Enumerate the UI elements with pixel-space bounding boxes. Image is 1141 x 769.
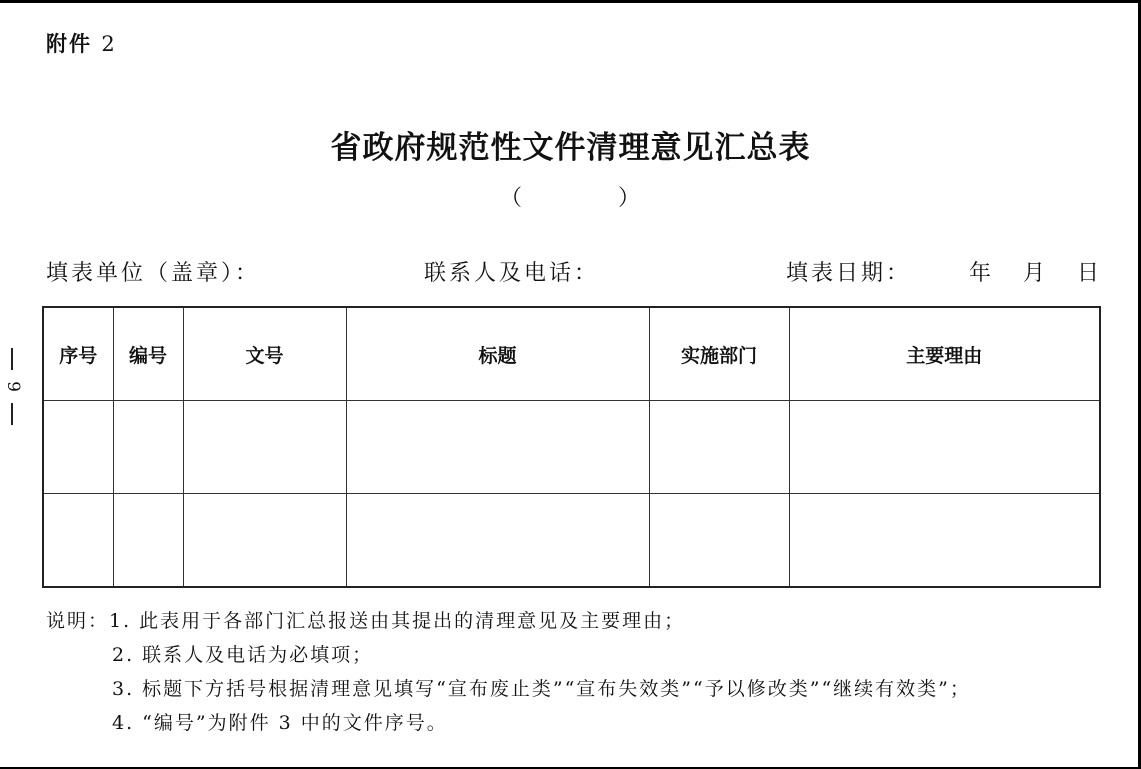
table-cell[interactable] bbox=[183, 494, 346, 588]
note-item-2: 2. 联系人及电话为必填项； bbox=[112, 644, 374, 666]
category-parentheses bbox=[500, 181, 640, 212]
table-cell[interactable] bbox=[183, 401, 346, 494]
month-label: 月 bbox=[1023, 261, 1046, 286]
page-num-dash-bottom bbox=[11, 403, 13, 425]
fill-date-label: 填表日期： bbox=[786, 261, 912, 286]
table-cell[interactable] bbox=[43, 401, 113, 494]
table-cell[interactable] bbox=[113, 401, 183, 494]
table-cell[interactable] bbox=[789, 401, 1100, 494]
header-reason: 主要理由 bbox=[789, 307, 1100, 401]
table-header-row bbox=[43, 307, 1100, 401]
contact-phone-label: 联系人及电话： bbox=[424, 261, 600, 286]
notes bbox=[46, 607, 971, 743]
table-cell[interactable] bbox=[649, 401, 789, 494]
table-cell[interactable] bbox=[346, 401, 649, 494]
attachment-text: 附件 bbox=[46, 32, 92, 56]
attachment-label bbox=[46, 28, 117, 58]
header-code: 编号 bbox=[113, 307, 183, 401]
attachment-number: 2 bbox=[101, 32, 117, 56]
table-cell[interactable] bbox=[346, 494, 649, 588]
table-cell[interactable] bbox=[789, 494, 1100, 588]
note-item-1: 1. 此表用于各部门汇总报送由其提出的清理意见及主要理由； bbox=[109, 610, 686, 632]
page-num-dash-top bbox=[11, 348, 13, 370]
note-line-1 bbox=[46, 607, 971, 641]
notes-prefix: 说明： bbox=[46, 610, 110, 632]
paren-open: （ bbox=[500, 186, 523, 211]
summary-table bbox=[42, 306, 1101, 588]
table-row bbox=[43, 401, 1100, 494]
paren-close: ） bbox=[617, 186, 640, 211]
year-label: 年 bbox=[969, 261, 992, 286]
side-page-number bbox=[2, 348, 22, 425]
header-doc-number: 文号 bbox=[183, 307, 346, 401]
note-item-3: 3. 标题下方括号根据清理意见填写“宣布废止类”“宣布失效类”“予以修改类”“继续有效类”； bbox=[112, 678, 971, 700]
fill-unit-label: 填表单位（盖章）： bbox=[46, 261, 261, 286]
header-title: 标题 bbox=[346, 307, 649, 401]
table-cell[interactable] bbox=[113, 494, 183, 588]
page-num-digit: 9 bbox=[2, 381, 23, 392]
note-item-4: 4. “编号”为附件 3 中的文件序号。 bbox=[112, 712, 448, 734]
day-label: 日 bbox=[1077, 261, 1100, 286]
page-title: 省政府规范性文件清理意见汇总表 bbox=[330, 130, 811, 166]
header-serial: 序号 bbox=[43, 307, 113, 401]
header-department: 实施部门 bbox=[649, 307, 789, 401]
table-cell[interactable] bbox=[43, 494, 113, 588]
table-row bbox=[43, 494, 1100, 588]
table-cell[interactable] bbox=[649, 494, 789, 588]
